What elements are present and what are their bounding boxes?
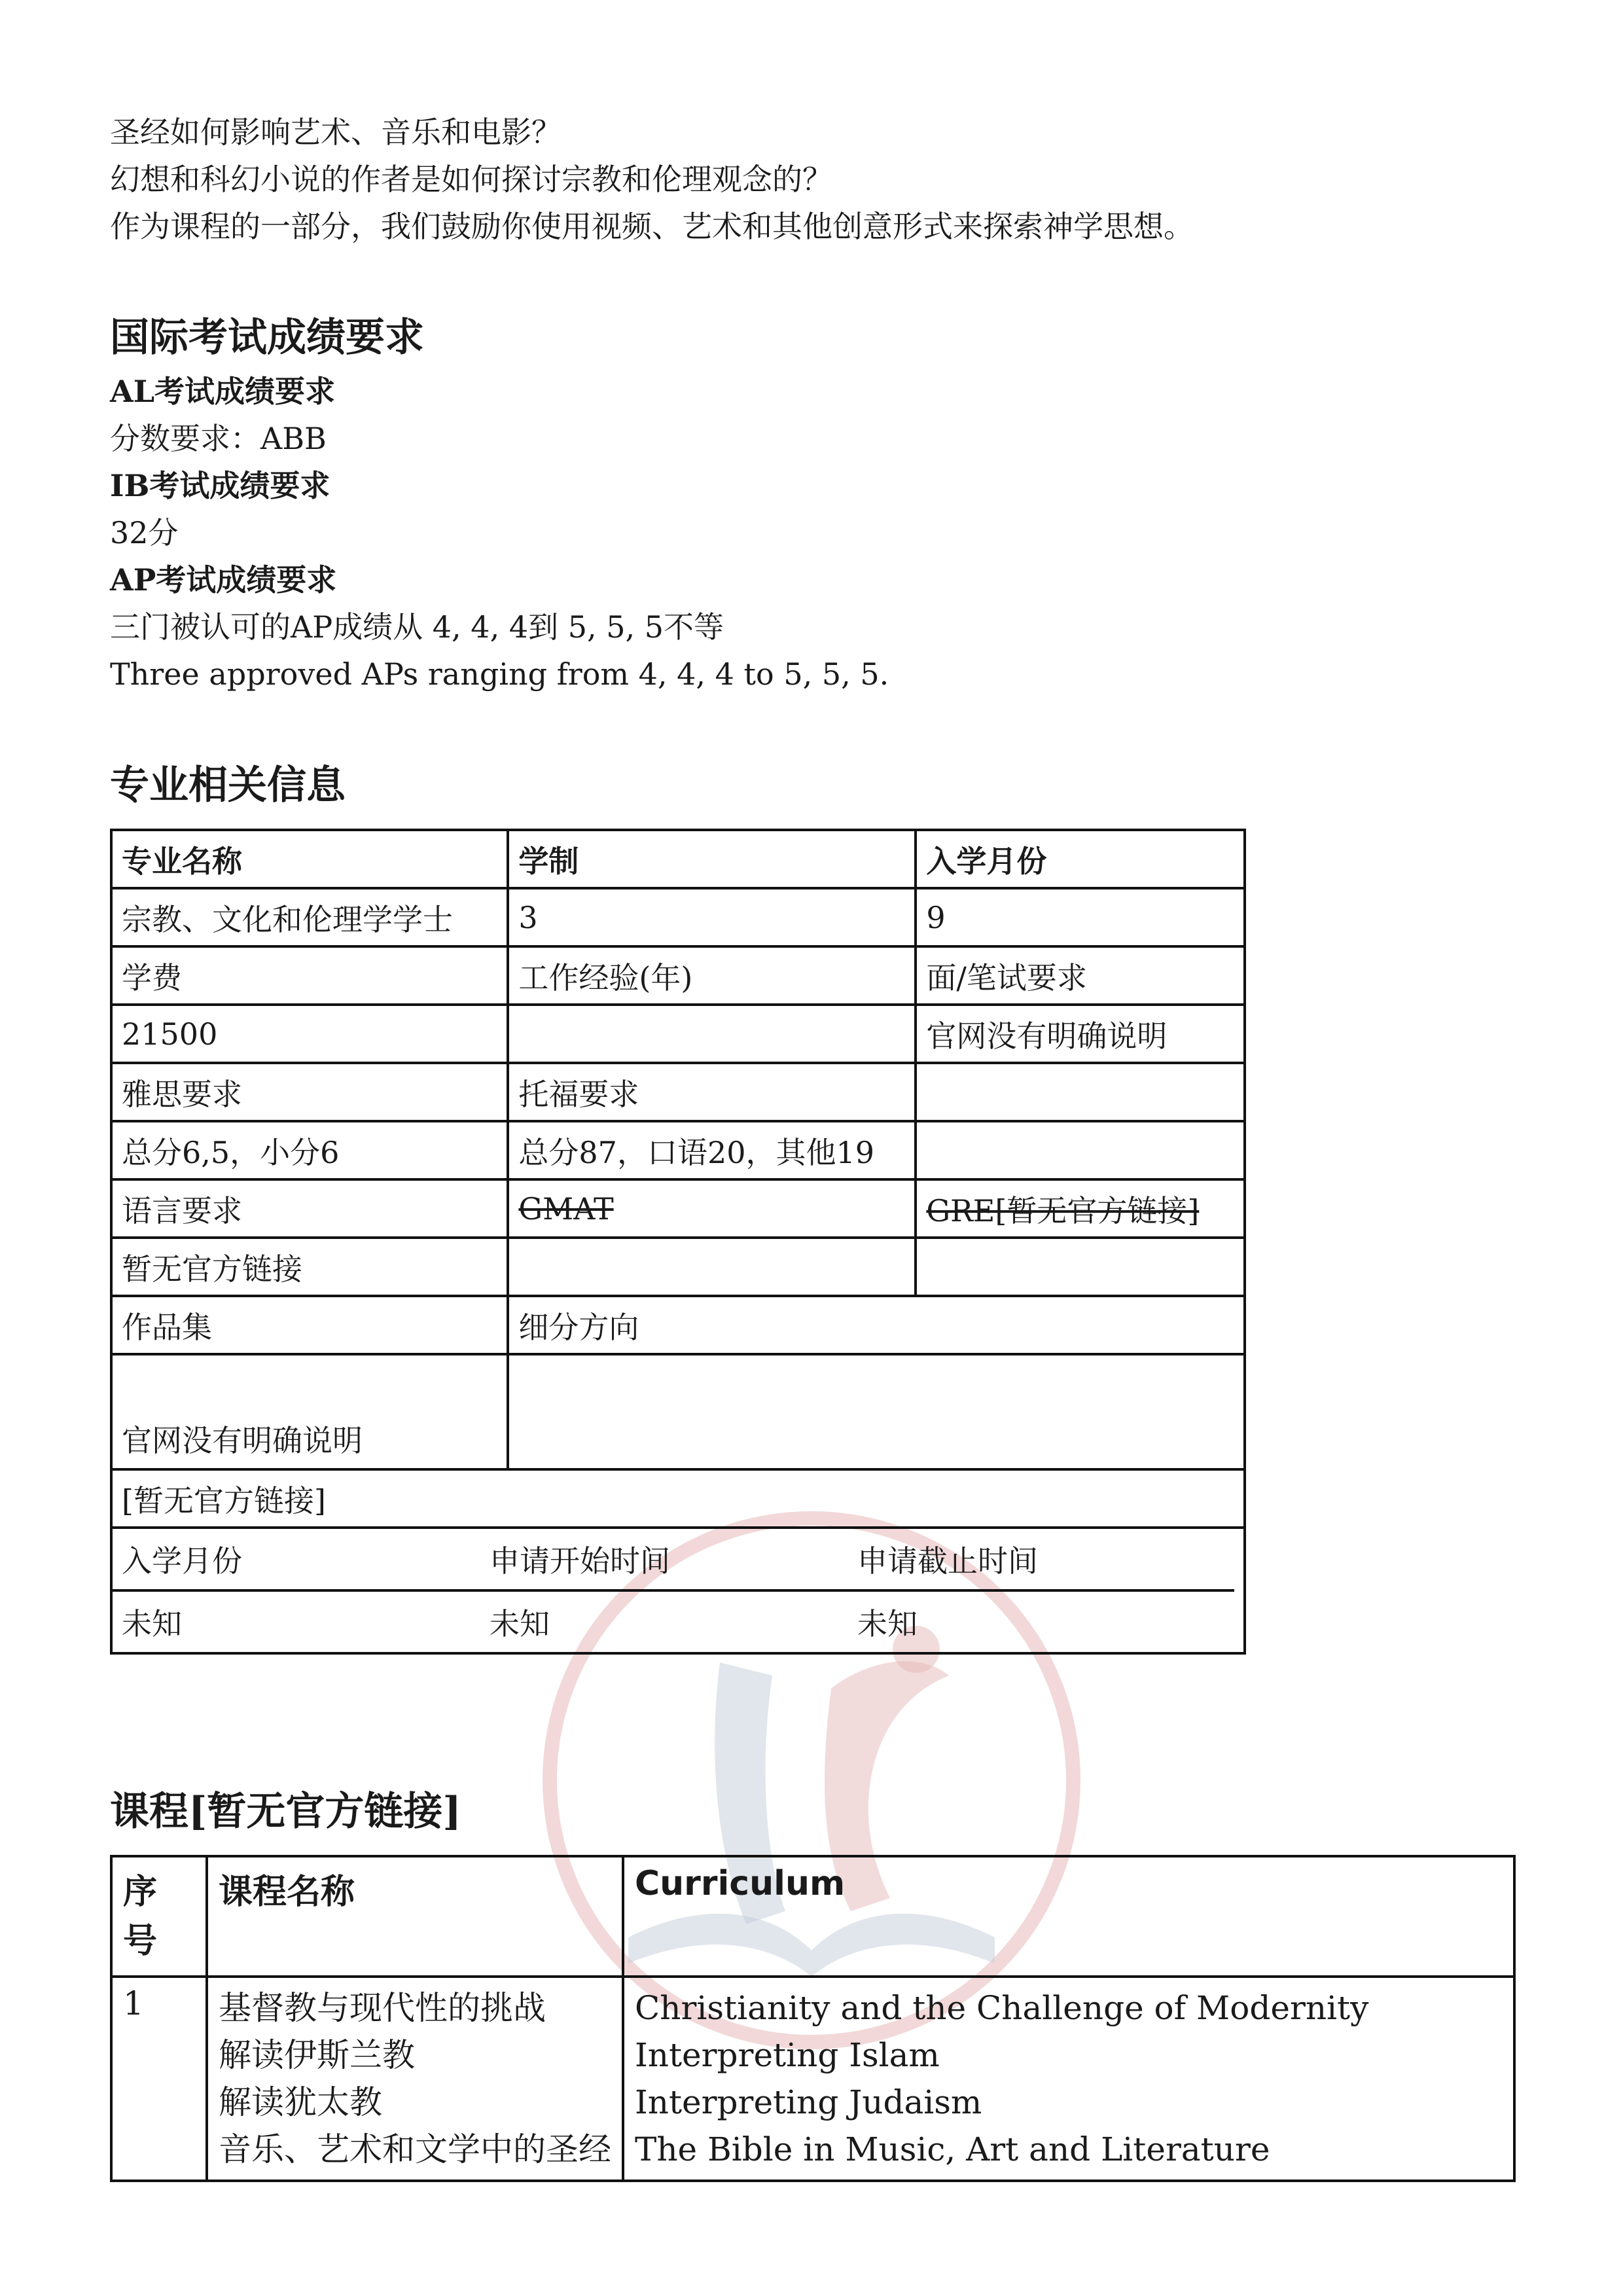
gmat-label: GMAT — [508, 1179, 916, 1238]
header-major-name: 专业名称 — [111, 830, 508, 888]
course-cn-item: 解读犹太教 — [219, 2083, 382, 2121]
interview-value: 官网没有明确说明 — [916, 1005, 1245, 1063]
course-en-item: Interpreting Judaism — [635, 2083, 982, 2121]
table-row — [111, 1005, 1245, 1063]
course-en-item: Christianity and the Challenge of Modernity — [635, 1989, 1369, 2027]
language-value: 暂无官方链接 — [111, 1238, 508, 1296]
specialization-value — [508, 1354, 1245, 1469]
work-experience-label: 工作经验(年) — [508, 946, 916, 1005]
al-title: AL考试成绩要求 — [110, 374, 336, 409]
course-en-list — [623, 1977, 1514, 2181]
course-cn-item: 基督教与现代性的挑战 — [219, 1989, 546, 2027]
portfolio-label: 作品集 — [111, 1296, 508, 1354]
al-value: 分数要求：ABB — [110, 421, 327, 456]
table-row — [111, 1296, 1245, 1354]
empty-cell — [916, 1063, 1245, 1121]
specialization-label: 细分方向 — [508, 1296, 1245, 1354]
major-info-title: 专业相关信息 — [110, 762, 346, 808]
tuition-label: 学费 — [111, 946, 508, 1005]
ap-value-cn: 三门被认可的AP成绩从 4, 4, 4到 5, 5, 5不等 — [110, 609, 724, 645]
intro-line-3: 作为课程的一部分，我们鼓励你使用视频、艺术和其他创意形式来探索神学思想。 — [110, 209, 1194, 244]
course-cn-list — [207, 1977, 623, 2181]
course-cn-item: 音乐、艺术和文学中的圣经 — [219, 2130, 611, 2168]
dates-value-start: 未知 — [490, 1606, 550, 1641]
dates-header-deadline: 申请截止时间 — [857, 1543, 1038, 1579]
ib-value: 32分 — [110, 515, 179, 550]
table-row — [111, 888, 1245, 946]
course-table — [110, 1855, 1516, 2182]
header-curriculum: Curriculum — [623, 1856, 1514, 1977]
intake-month-value: 9 — [916, 888, 1245, 946]
dates-cell — [111, 1528, 1245, 1653]
header-course-name: 课程名称 — [207, 1856, 623, 1977]
intro-line-2: 幻想和科幻小说的作者是如何探讨宗教和伦理观念的？ — [110, 162, 832, 197]
toefl-value: 总分87，口语20，其他19 — [508, 1121, 916, 1179]
ap-value-en: Three approved APs ranging from 4, 4, 4 to 5, 5, 5. — [110, 656, 889, 692]
ib-title: IB考试成绩要求 — [110, 468, 330, 503]
duration-value: 3 — [508, 888, 916, 946]
table-row — [111, 1977, 1514, 2181]
course-en-item: Interpreting Islam — [635, 2036, 940, 2074]
requirements-title: 国际考试成绩要求 — [110, 315, 424, 361]
table-row — [111, 1121, 1245, 1179]
major-name-value: 宗教、文化和伦理学学士 — [111, 888, 508, 946]
table-row — [111, 1238, 1245, 1296]
dates-value-intake: 未知 — [122, 1606, 182, 1641]
gre-value — [916, 1238, 1245, 1296]
table-row — [111, 946, 1245, 1005]
header-duration: 学制 — [508, 830, 916, 888]
header-number-line-2: 号 — [123, 1921, 158, 1961]
interview-label: 面/笔试要求 — [916, 946, 1245, 1005]
official-link-note: [暂无官方链接] — [111, 1469, 1245, 1528]
toefl-label: 托福要求 — [508, 1063, 916, 1121]
work-experience-value — [508, 1005, 916, 1063]
ielts-value: 总分6,5，小分6 — [111, 1121, 508, 1179]
table-row — [111, 1063, 1245, 1121]
course-en-item: The Bible in Music, Art and Literature — [635, 2130, 1270, 2168]
table-row — [111, 1469, 1245, 1528]
table-row — [111, 1179, 1245, 1238]
header-intake-month: 入学月份 — [916, 830, 1245, 888]
course-cn-item: 解读伊斯兰教 — [219, 2036, 415, 2074]
header-number — [111, 1856, 207, 1977]
language-label: 语言要求 — [111, 1179, 508, 1238]
major-info-table — [110, 829, 1246, 1655]
table-row — [111, 830, 1245, 888]
courses-title: 课程[暂无官方链接] — [110, 1789, 461, 1835]
ielts-label: 雅思要求 — [111, 1063, 508, 1121]
ap-title: AP考试成绩要求 — [110, 562, 337, 598]
empty-cell — [916, 1121, 1245, 1179]
dates-header-intake: 入学月份 — [122, 1543, 242, 1579]
dates-header-start: 申请开始时间 — [490, 1543, 670, 1579]
tuition-value: 21500 — [111, 1005, 508, 1063]
header-number-line-1: 序 — [123, 1872, 158, 1912]
table-row — [111, 1528, 1245, 1653]
gmat-value — [508, 1238, 916, 1296]
intro-line-1: 圣经如何影响艺术、音乐和电影？ — [110, 115, 562, 150]
dates-value-deadline: 未知 — [857, 1606, 918, 1641]
portfolio-value: 官网没有明确说明 — [111, 1354, 508, 1469]
table-row — [111, 1354, 1245, 1469]
course-number: 1 — [111, 1977, 207, 2181]
gre-label: GRE[暂无官方链接] — [916, 1179, 1245, 1238]
table-row — [111, 1856, 1514, 1977]
